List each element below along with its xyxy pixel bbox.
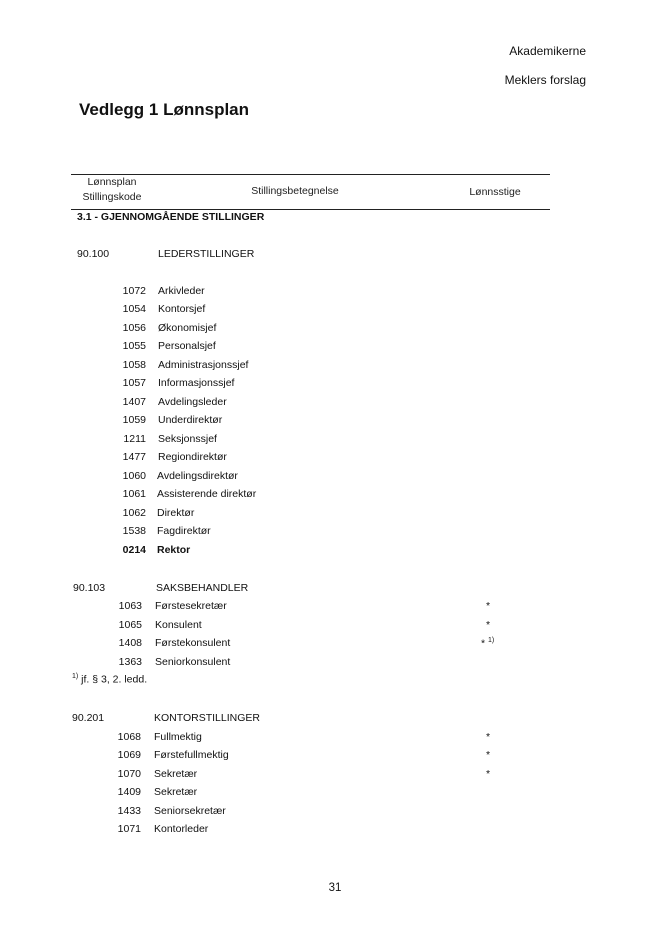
- scale-mark: *: [486, 731, 491, 743]
- row-code: 1070: [117, 768, 141, 780]
- row-code: 1060: [122, 470, 146, 482]
- row-code: 1065: [118, 619, 142, 631]
- group-label: SAKSBEHANDLER: [156, 582, 249, 594]
- row-title: Underdirektør: [158, 414, 223, 426]
- row-code: 1409: [117, 786, 141, 798]
- row-code: 1363: [118, 656, 142, 668]
- row-title: Økonomisjef: [158, 322, 217, 334]
- column-header-title: Stillingsbetegnelse: [251, 185, 339, 197]
- row-code: 1061: [122, 488, 146, 500]
- organization-name: Akademikerne: [509, 44, 586, 58]
- row-code: 1072: [122, 285, 146, 297]
- row-code: 1062: [122, 507, 146, 519]
- document-subtitle: Meklers forslag: [504, 73, 586, 87]
- row-title: Førstekonsulent: [155, 637, 231, 649]
- scale-mark-star: *: [481, 637, 486, 650]
- row-title: Sekretær: [154, 768, 198, 780]
- column-header-plan-line2: Stillingskode: [82, 191, 142, 203]
- page-number: 31: [328, 882, 342, 894]
- row-title: Informasjonssjef: [158, 377, 235, 389]
- group-plan-code: 90.201: [72, 712, 105, 724]
- footnote-reference: 1): [488, 637, 495, 644]
- row-code: 1059: [122, 414, 146, 426]
- row-title: Sekretær: [154, 786, 198, 798]
- row-code: 1408: [118, 637, 142, 649]
- row-title: Arkivleder: [158, 285, 205, 297]
- section-title: 3.1 - GJENNOMGÅENDE STILLINGER: [77, 211, 265, 223]
- row-title: Fullmektig: [154, 731, 202, 743]
- row-title: Regiondirektør: [158, 451, 227, 463]
- row-code: 1477: [122, 451, 146, 463]
- row-title: Seniorsekretær: [154, 805, 226, 817]
- group-label: LEDERSTILLINGER: [158, 248, 255, 260]
- row-title: Avdelingsleder: [158, 396, 227, 408]
- row-code: 1056: [122, 322, 146, 334]
- row-title: Administrasjonssjef: [158, 359, 249, 371]
- scale-mark: *: [486, 768, 491, 780]
- row-title: Førstesekretær: [155, 600, 227, 612]
- scale-mark: [481, 637, 494, 650]
- row-title: Fagdirektør: [157, 525, 211, 537]
- group-plan-code: 90.100: [77, 248, 110, 260]
- row-code: 1057: [122, 377, 146, 389]
- group-label: KONTORSTILLINGER: [154, 712, 260, 724]
- row-code: 1058: [122, 359, 146, 371]
- row-title: Førstefullmektig: [154, 749, 229, 761]
- scale-mark: *: [486, 619, 491, 631]
- row-code: 1063: [118, 600, 142, 612]
- row-code: 0214: [122, 544, 146, 556]
- row-code: 1054: [122, 303, 146, 315]
- row-title: Kontorsjef: [158, 303, 206, 315]
- row-title: Seksjonssjef: [158, 433, 217, 445]
- row-title: Personalsjef: [158, 340, 216, 352]
- scale-mark: *: [486, 600, 491, 612]
- row-code: 1433: [117, 805, 141, 817]
- row-code: 1407: [122, 396, 146, 408]
- row-code: 1055: [122, 340, 146, 352]
- column-header-plan-line1: Lønnsplan: [87, 176, 137, 188]
- row-title: Direktør: [157, 507, 195, 519]
- row-code: 1538: [122, 525, 146, 537]
- row-code: 1071: [117, 823, 141, 835]
- scale-mark: *: [486, 749, 491, 761]
- footnote-text: jf. § 3, 2. ledd.: [81, 673, 148, 686]
- table-header-rule: [71, 209, 550, 210]
- row-title: Assisterende direktør: [157, 488, 257, 500]
- row-title: Kontorleder: [154, 823, 209, 835]
- row-title: Avdelingsdirektør: [157, 470, 238, 482]
- row-code: 1068: [117, 731, 141, 743]
- row-title: Konsulent: [155, 619, 202, 631]
- table-top-rule: [71, 174, 550, 175]
- footnote-mark: 1): [72, 673, 79, 680]
- row-code: 1211: [123, 433, 146, 445]
- footnote: [72, 673, 147, 686]
- row-title: Rektor: [157, 544, 191, 556]
- page-title: Vedlegg 1 Lønnsplan: [79, 100, 250, 119]
- column-header-scale: Lønnsstige: [469, 186, 521, 198]
- row-title: Seniorkonsulent: [155, 656, 231, 668]
- row-code: 1069: [117, 749, 141, 761]
- group-plan-code: 90.103: [73, 582, 106, 594]
- column-header-plan: [72, 176, 152, 203]
